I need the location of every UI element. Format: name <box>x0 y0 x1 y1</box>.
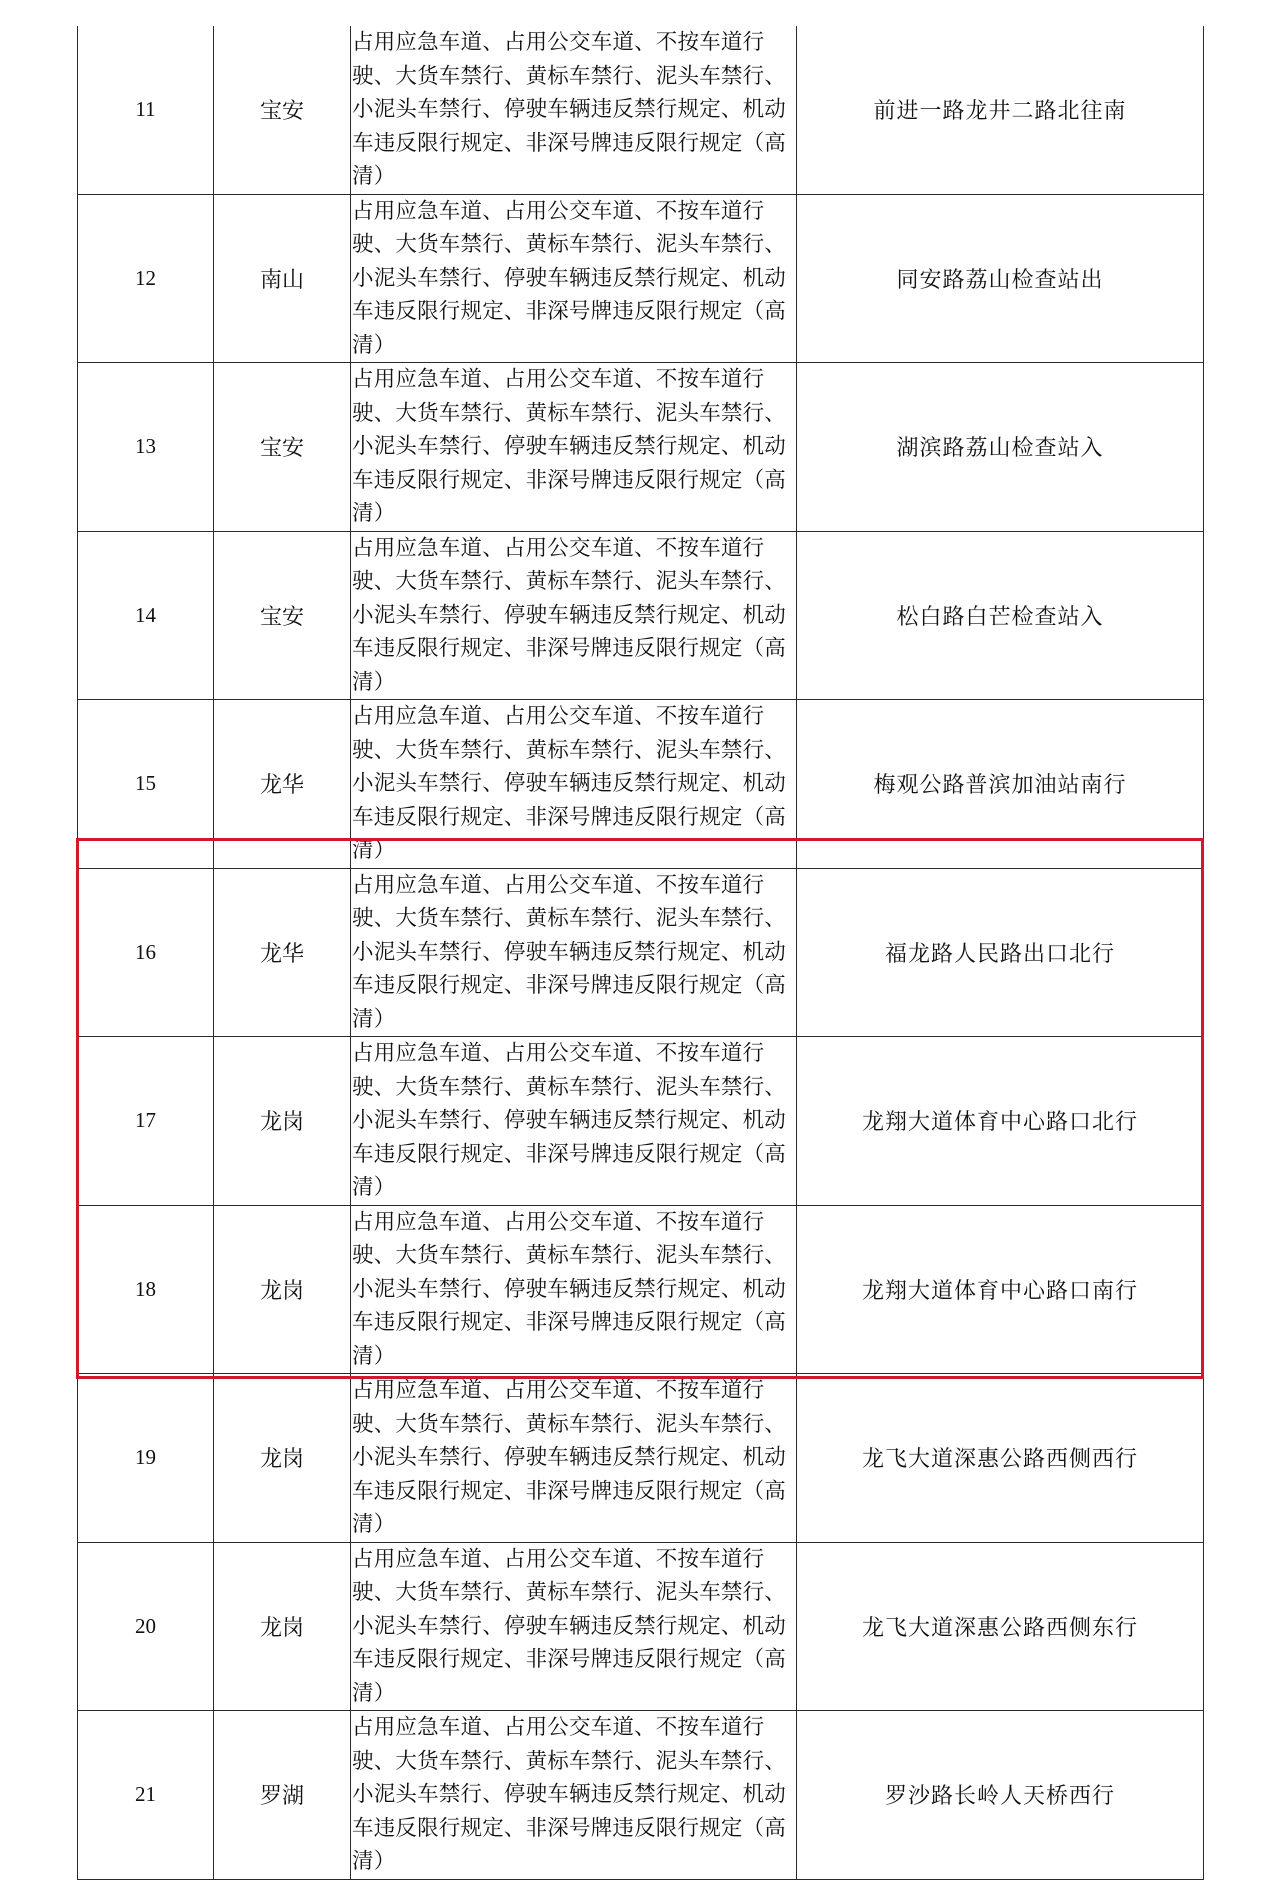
camera-location: 龙翔大道体育中心路口北行 <box>797 1037 1204 1206</box>
district: 宝安 <box>214 363 351 532</box>
violation-types: 占用应急车道、占用公交车道、不按车道行驶、大货车禁行、黄标车禁行、泥头车禁行、小泥头车禁行、停驶车辆违反禁行规定、机动车违反限行规定、非深号牌违反限行规定（高清） <box>351 1374 797 1543</box>
table-row <box>78 26 1204 194</box>
row-number: 16 <box>78 868 214 1037</box>
row-number: 19 <box>78 1374 214 1543</box>
violation-types: 占用应急车道、占用公交车道、不按车道行驶、大货车禁行、黄标车禁行、泥头车禁行、小泥头车禁行、停驶车辆违反禁行规定、机动车违反限行规定、非深号牌违反限行规定（高清） <box>351 1205 797 1374</box>
row-number: 14 <box>78 531 214 700</box>
row-number: 17 <box>78 1037 214 1206</box>
table-row <box>78 531 1204 700</box>
camera-location-table <box>77 26 1204 1880</box>
camera-location: 梅观公路普滨加油站南行 <box>797 700 1204 869</box>
district: 龙华 <box>214 868 351 1037</box>
row-number: 13 <box>78 363 214 532</box>
violation-types: 占用应急车道、占用公交车道、不按车道行驶、大货车禁行、黄标车禁行、泥头车禁行、小泥头车禁行、停驶车辆违反禁行规定、机动车违反限行规定、非深号牌违反限行规定（高清） <box>351 700 797 869</box>
row-number: 20 <box>78 1542 214 1711</box>
camera-location: 罗沙路长岭人天桥西行 <box>797 1711 1204 1880</box>
camera-location: 龙飞大道深惠公路西侧西行 <box>797 1374 1204 1543</box>
row-number: 18 <box>78 1205 214 1374</box>
camera-location: 福龙路人民路出口北行 <box>797 868 1204 1037</box>
district: 龙岗 <box>214 1374 351 1543</box>
table-row <box>78 1711 1204 1880</box>
row-number: 21 <box>78 1711 214 1880</box>
district: 罗湖 <box>214 1711 351 1880</box>
table-row <box>78 1542 1204 1711</box>
table-row <box>78 194 1204 363</box>
violation-types: 占用应急车道、占用公交车道、不按车道行驶、大货车禁行、黄标车禁行、泥头车禁行、小泥头车禁行、停驶车辆违反禁行规定、机动车违反限行规定、非深号牌违反限行规定（高清） <box>351 1711 797 1880</box>
row-number: 11 <box>78 26 214 194</box>
district: 南山 <box>214 194 351 363</box>
table-row <box>78 1374 1204 1543</box>
camera-location: 龙翔大道体育中心路口南行 <box>797 1205 1204 1374</box>
district: 龙岗 <box>214 1205 351 1374</box>
table-row <box>78 363 1204 532</box>
table-row <box>78 868 1204 1037</box>
violation-types: 占用应急车道、占用公交车道、不按车道行驶、大货车禁行、黄标车禁行、泥头车禁行、小泥头车禁行、停驶车辆违反禁行规定、机动车违反限行规定、非深号牌违反限行规定（高清） <box>351 1037 797 1206</box>
camera-location: 同安路荔山检查站出 <box>797 194 1204 363</box>
table-row <box>78 700 1204 869</box>
camera-location: 湖滨路荔山检查站入 <box>797 363 1204 532</box>
camera-location-table-container <box>77 26 1204 1880</box>
row-number: 12 <box>78 194 214 363</box>
violation-types: 占用应急车道、占用公交车道、不按车道行驶、大货车禁行、黄标车禁行、泥头车禁行、小泥头车禁行、停驶车辆违反禁行规定、机动车违反限行规定、非深号牌违反限行规定（高清） <box>351 531 797 700</box>
camera-location: 松白路白芒检查站入 <box>797 531 1204 700</box>
camera-location: 龙飞大道深惠公路西侧东行 <box>797 1542 1204 1711</box>
table-row <box>78 1205 1204 1374</box>
district: 龙岗 <box>214 1037 351 1206</box>
row-number: 15 <box>78 700 214 869</box>
district: 龙岗 <box>214 1542 351 1711</box>
camera-location: 前进一路龙井二路北往南 <box>797 26 1204 194</box>
violation-types: 占用应急车道、占用公交车道、不按车道行驶、大货车禁行、黄标车禁行、泥头车禁行、小泥头车禁行、停驶车辆违反禁行规定、机动车违反限行规定、非深号牌违反限行规定（高清） <box>351 26 797 194</box>
district: 龙华 <box>214 700 351 869</box>
district: 宝安 <box>214 26 351 194</box>
violation-types: 占用应急车道、占用公交车道、不按车道行驶、大货车禁行、黄标车禁行、泥头车禁行、小泥头车禁行、停驶车辆违反禁行规定、机动车违反限行规定、非深号牌违反限行规定（高清） <box>351 363 797 532</box>
violation-types: 占用应急车道、占用公交车道、不按车道行驶、大货车禁行、黄标车禁行、泥头车禁行、小泥头车禁行、停驶车辆违反禁行规定、机动车违反限行规定、非深号牌违反限行规定（高清） <box>351 1542 797 1711</box>
table-row <box>78 1037 1204 1206</box>
district: 宝安 <box>214 531 351 700</box>
violation-types: 占用应急车道、占用公交车道、不按车道行驶、大货车禁行、黄标车禁行、泥头车禁行、小泥头车禁行、停驶车辆违反禁行规定、机动车违反限行规定、非深号牌违反限行规定（高清） <box>351 194 797 363</box>
violation-types: 占用应急车道、占用公交车道、不按车道行驶、大货车禁行、黄标车禁行、泥头车禁行、小泥头车禁行、停驶车辆违反禁行规定、机动车违反限行规定、非深号牌违反限行规定（高清） <box>351 868 797 1037</box>
